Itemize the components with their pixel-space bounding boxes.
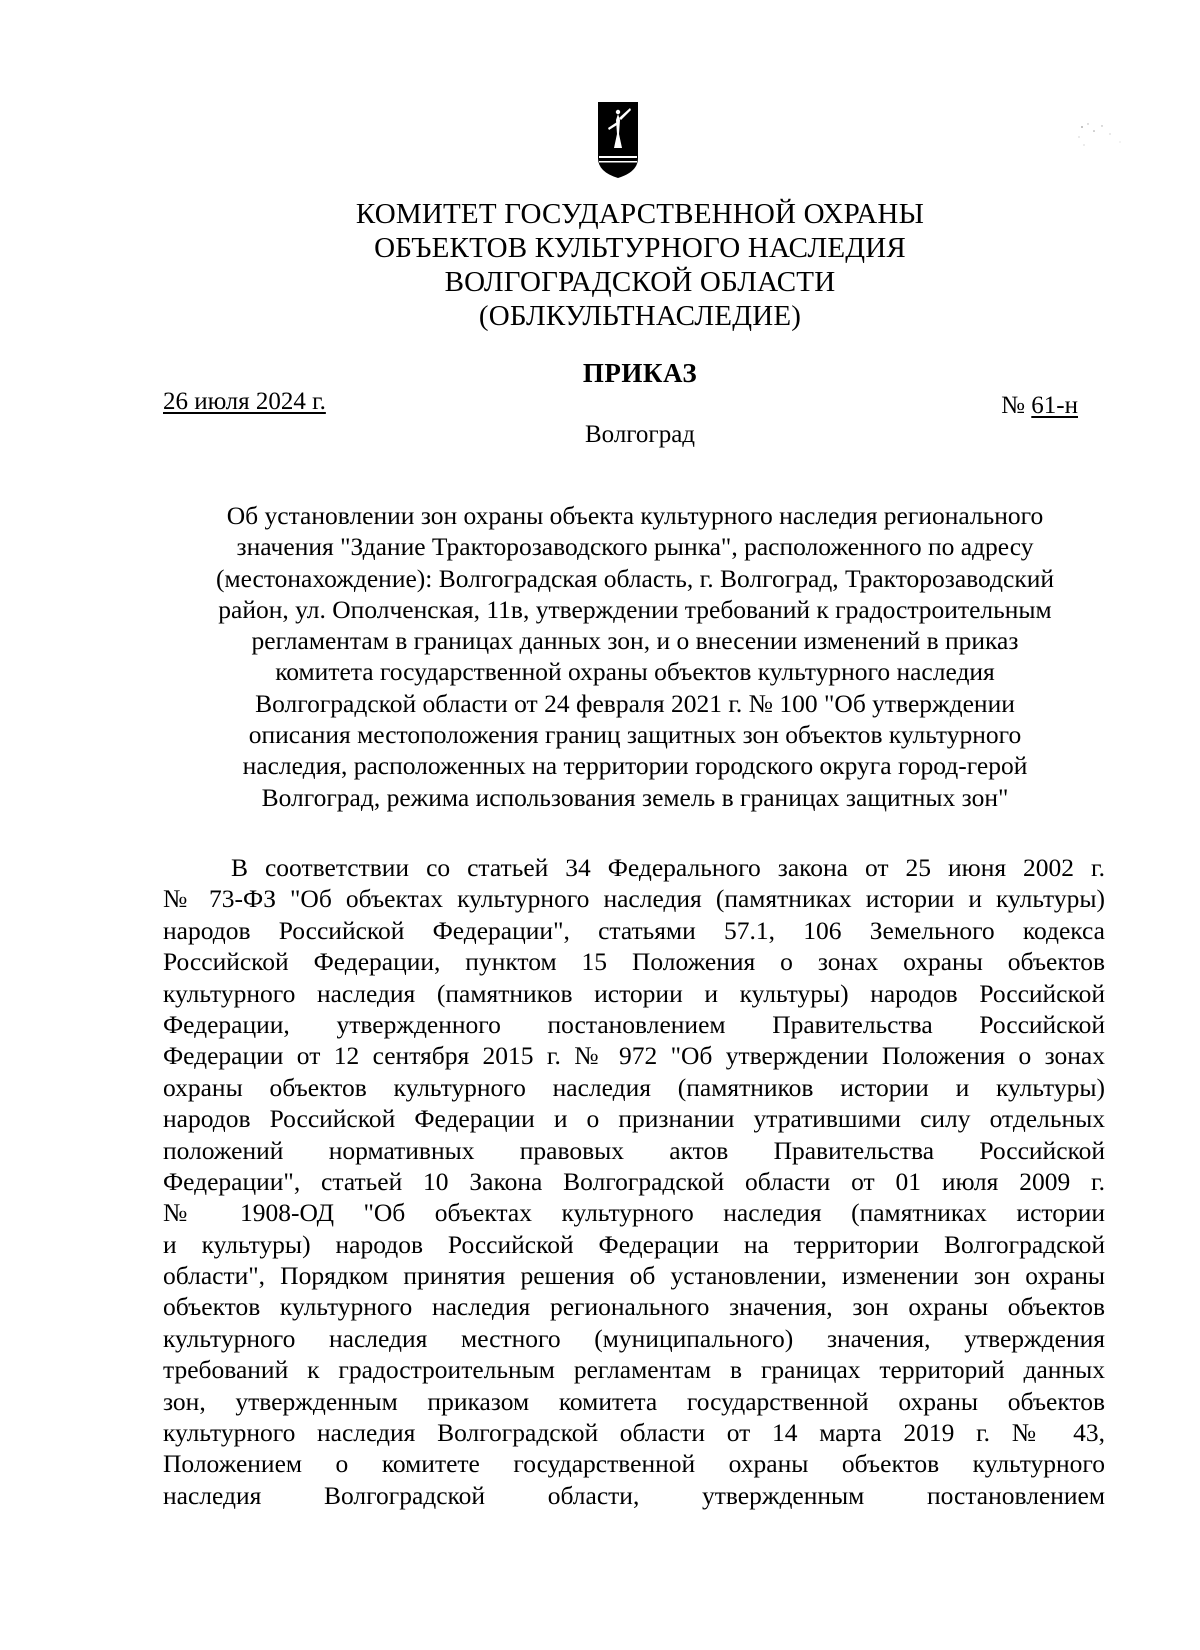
body-line: культурного наследия Волгоградской области от 14 марта 2019 г. № 43, (163, 1418, 1105, 1448)
body-line: требований к градостроительным регламентам в границах территорий данных (163, 1355, 1105, 1385)
document-number (1001, 392, 1078, 420)
body-line: народов Российской Федерации", статьями 57.1, 106 Земельного кодекса (163, 915, 1105, 945)
subject-line: описания местоположения границ защитных зон объектов культурного (248, 720, 1022, 750)
document-subject (170, 500, 1100, 813)
subject-line: (местонахождение): Волгоградская область, г. Волгоград, Тракторозаводский (215, 563, 1055, 593)
document-date: 26 июля 2024 г. (163, 388, 326, 415)
body-line: и культуры) народов Российской Федерации на территории Волгоградской (163, 1229, 1105, 1259)
body-line: наследия Волгоградской области, утвержденным постановлением (163, 1480, 1105, 1510)
body-line: № 73-ФЗ "Об объектах культурного наследия (памятниках истории и культуры) (163, 884, 1105, 914)
header-line: ОБЪЕКТОВ КУЛЬТУРНОГО НАСЛЕДИЯ (374, 232, 906, 264)
document-title: ПРИКАЗ (582, 358, 698, 388)
subject-line: Волгоград, режима использования земель в границах защитных зон" (261, 782, 1009, 812)
header-line: (ОБЛКУЛЬТНАСЛЕДИЕ) (478, 300, 802, 332)
subject-line: значения "Здание Тракторозаводского рынка", расположенного по адресу (236, 532, 1034, 562)
body-line: Федерации, утвержденного постановлением Правительства Российской (163, 1009, 1105, 1039)
scan-noise (1070, 115, 1140, 165)
number-prefix: № (1001, 392, 1026, 419)
body-line: Российской Федерации, пунктом 15 Положения о зонах охраны объектов (163, 947, 1105, 977)
subject-line: Об установлении зон охраны объекта культурного наследия регионального (226, 501, 1044, 530)
subject-line: район, ул. Ополченская, 11в, утверждении требований к градостроительным (218, 594, 1052, 624)
document-body (163, 852, 1105, 1511)
body-line: охраны объектов культурного наследия (памятников истории и культуры) (163, 1072, 1105, 1102)
body-line: области", Порядком принятия решения об установлении, изменении зон охраны (163, 1261, 1105, 1291)
volgograd-emblem-icon (596, 100, 640, 180)
subject-line: регламентам в границах данных зон, и о внесении изменений в приказ (251, 626, 1019, 656)
coat-of-arms-emblem (596, 100, 640, 180)
body-line: объектов культурного наследия регионального значения, зон охраны объектов (163, 1292, 1105, 1322)
organization-header (200, 197, 1080, 333)
subject-line: наследия, расположенных на территории городского округа город-герой (242, 751, 1028, 781)
header-line: КОМИТЕТ ГОСУДАРСТВЕННОЙ ОХРАНЫ (355, 198, 925, 230)
subject-line: Волгоградской области от 24 февраля 2021 г. № 100 "Об утверждении (255, 688, 1015, 718)
header-line: ВОЛГОГРАДСКОЙ ОБЛАСТИ (444, 266, 836, 298)
body-line: № 1908-ОД "Об объектах культурного наследия (памятниках истории (163, 1198, 1105, 1228)
subject-line: комитета государственной охраны объектов культурного наследия (275, 657, 995, 687)
body-line: народов Российской Федерации и о признании утратившими силу отдельных (163, 1104, 1105, 1134)
body-line: культурного наследия (памятников истории и культуры) народов Российской (163, 978, 1105, 1008)
document-city: Волгоград (584, 421, 696, 448)
body-line: положений нормативных правовых актов Правительства Российской (163, 1135, 1105, 1165)
body-line: зон, утвержденным приказом комитета государственной охраны объектов (163, 1386, 1105, 1416)
number-value: 61-н (1031, 392, 1078, 419)
body-line: Федерации", статьей 10 Закона Волгоградской области от 01 июля 2009 г. (163, 1166, 1105, 1196)
body-line: Положением о комитете государственной охраны объектов культурного (163, 1449, 1105, 1479)
body-line: культурного наследия местного (муниципального) значения, утверждения (163, 1323, 1105, 1353)
body-line: В соответствии со статьей 34 Федерального закона от 25 июня 2002 г. (231, 853, 1105, 882)
body-line: Федерации от 12 сентября 2015 г. № 972 "Об утверждении Положения о зонах (163, 1041, 1105, 1071)
